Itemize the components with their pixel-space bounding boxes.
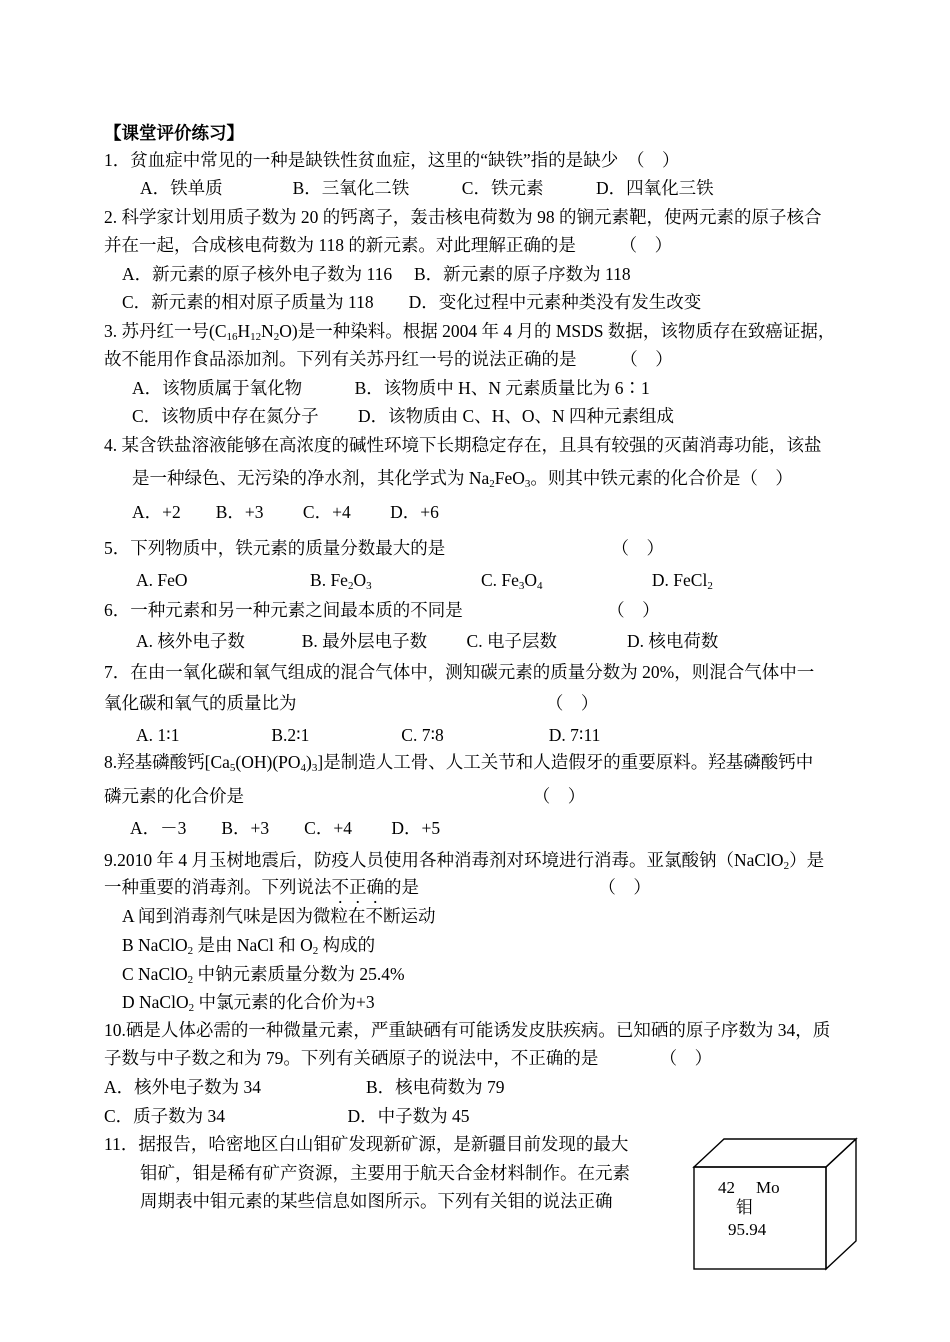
question-line: 一种重要的消毒剂。下列说法不正确的是 （ ） [104, 877, 651, 897]
question-line: 5．下列物质中，铁元素的质量分数最大的是 （ ） [104, 538, 664, 558]
question-line: C．新元素的相对原子质量为 118 D．变化过程中元素种类没有发生改变 [122, 292, 702, 312]
question-line: 1．贫血症中常见的一种是缺铁性贫血症，这里的“缺铁”指的是缺少 （ ） [104, 150, 680, 170]
question-line: C NaClO$_2$ 中钠元素质量分数为 25.4% [122, 964, 405, 986]
question-line: 6．一种元素和另一种元素之间最本质的不同是 （ ） [104, 600, 660, 620]
question-line: 9.2010 年 4 月玉树地震后，防疫人员使用各种消毒剂对环境进行消毒。亚氯酸钠（NaClO$_2$）是 [104, 850, 825, 872]
question-line: 钼矿，钼是稀有矿产资源，主要用于航天合金材料制作。在元素 [140, 1163, 630, 1183]
question-line: A. 1∶1 B.2∶1 C. 7∶8 D. 7∶11 [136, 725, 601, 745]
question-line: A．新元素的原子核外电子数为 116 B．新元素的原子序数为 118 [122, 264, 631, 284]
section-title: 【课堂评价练习】 [104, 123, 244, 143]
question-line: B NaClO$_2$ 是由 NaCl 和 $O_2$ 构成的 [122, 935, 376, 957]
question-line: A 闻到消毒剂气味是因为微粒在不断运动 [122, 906, 436, 926]
question-line: 是一种绿色、无污染的净水剂，其化学式为 $Na_2FeO_3$。则其中铁元素的化合价是（ ） [132, 468, 793, 490]
question-line: A．该物质属于氧化物 B．该物质中 H、N 元素质量比为 6∶1 [132, 378, 650, 398]
question-line: 7．在由一氧化碳和氧气组成的混合气体中，测知碳元素的质量分数为 20%，则混合气体中一 [104, 662, 815, 682]
question-line: 3. 苏丹红一号$(C_{16}H_{12}N_2O)$是一种染料。根据 2004 年 4 月的 MSDS 数据，该物质存在致癌证据， [104, 321, 836, 343]
question-line: D NaClO$_2$ 中氯元素的化合价为+3 [122, 992, 375, 1014]
question-line: A. FeO B. $Fe_2O_3$ C. $Fe_3O_4$ D. FeCl$_2$ [136, 570, 713, 592]
question-line: 并在一起，合成核电荷数为 118 的新元素。对此理解正确的是 （ ） [104, 235, 673, 255]
question-line: 4. 某含铁盐溶液能够在高浓度的碱性环境下长期稳定存在，且具有较强的灭菌消毒功能，该盐 [104, 435, 822, 455]
question-line: A．－3 B．+3 C．+4 D．+5 [130, 818, 441, 838]
question-line: C．质子数为 34 D．中子数为 45 [104, 1106, 470, 1126]
question-line: 磷元素的化合价是 （ ） [104, 786, 586, 806]
question-line: A．核外电子数为 34 B．核电荷数为 79 [104, 1077, 505, 1097]
element-mass: 95.94 [728, 1220, 767, 1239]
element-card-box-drawing [690, 1137, 860, 1273]
question-line: 子数与中子数之和为 79。下列有关硒原子的说法中，不正确的是 （ ） [104, 1048, 713, 1068]
element-card-figure [690, 1137, 860, 1273]
element-name: 钼 [736, 1198, 753, 1217]
question-line: 周期表中钼元素的某些信息如图所示。下列有关钼的说法正确 [140, 1191, 613, 1211]
question-line: 8.羟基磷酸钙$[Ca_5(OH)(PO_4)_3]$是制造人工骨、人工关节和人造假牙的重要原料。羟基磷酸钙中 [104, 752, 814, 774]
question-line: 故不能用作食品添加剂。下列有关苏丹红一号的说法正确的是 （ ） [104, 349, 673, 369]
question-line: C．该物质中存在氮分子 D．该物质由 C、H、O、N 四种元素组成 [132, 406, 675, 426]
question-line: 氧化碳和氧气的质量比为 （ ） [104, 693, 599, 713]
question-line: 10.硒是人体必需的一种微量元素，严重缺硒有可能诱发皮肤疾病。已知硒的原子序数为 34，质 [104, 1020, 831, 1040]
element-symbol: Mo [756, 1178, 780, 1197]
question-line: 11．据报告，哈密地区白山钼矿发现新矿源，是新疆目前发现的最大 [104, 1134, 629, 1154]
question-line: A. 核外电子数 B. 最外层电子数 C. 电子层数 D. 核电荷数 [136, 631, 719, 651]
question-line: A．铁单质 B．三氧化二铁 C．铁元素 D．四氧化三铁 [140, 178, 714, 198]
element-number: 42 [718, 1178, 735, 1197]
question-line: A．+2 B．+3 C．+4 D．+6 [132, 502, 439, 522]
question-line: 2. 科学家计划用质子数为 20 的钙离子，轰击核电荷数为 98 的锎元素靶，使两元素的原子核合 [104, 207, 822, 227]
